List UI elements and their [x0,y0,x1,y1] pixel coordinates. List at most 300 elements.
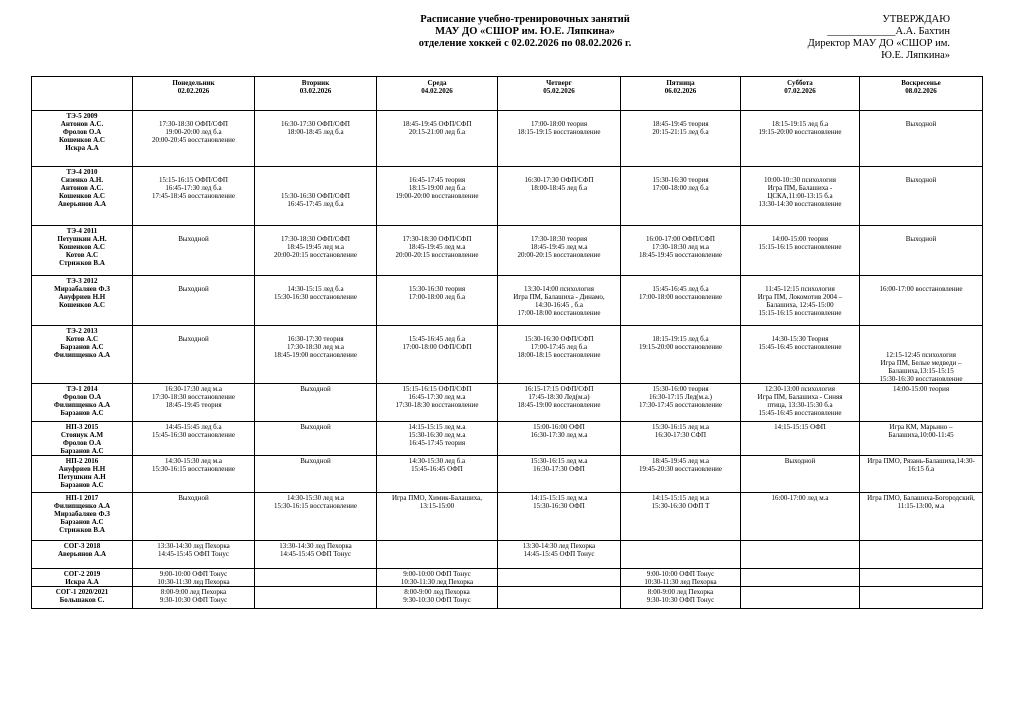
cell-line [134,327,253,335]
schedule-cell [860,384,983,422]
cell-line [861,112,981,120]
cell-line [742,112,858,120]
cell-line [622,168,739,176]
schedule-cell [133,111,255,167]
group-line: Филипщенко А.А [53,351,111,359]
schedule-cell [860,326,983,384]
approval-block [740,14,950,62]
cell-line: 14:15-15:15 лед м.а [651,494,710,502]
cell-line: 18:15-19:00 лед б.а [408,184,466,192]
cell-line: 16:00-17:00 ОФП/СФП [646,235,715,243]
cell-line: 17:30-18:30 ОФП/СФП [402,235,472,243]
cell-line [134,277,253,285]
cell-line: Выходной [905,176,937,184]
table-row [32,384,983,422]
cell-line [742,327,858,335]
schedule-cell [377,541,498,569]
cell-line: 18:45-19:45 ОФП/СФП [402,120,472,128]
cell-line: 18:45-19:45 теория [165,401,222,409]
cell-line: 20:00-20:15 восстановление [517,251,601,259]
group-line: ТЭ-1 2014 [66,385,98,393]
cell-line: 14:30-15:15 лед б.а [287,285,344,293]
cell-line: 15:45-16:45 восстановление [758,409,842,417]
schedule-cell [860,587,983,609]
schedule-cell [133,422,255,456]
group-cell [32,167,133,226]
cell-line: 17:45-18:45 восстановление [151,192,236,200]
cell-line: 15:00-16:00 ОФП [533,423,585,431]
group-line: Кошенков А.С [59,301,105,309]
group-line: СОГ-3 2018 [63,542,101,550]
cell-line: 17:00-18:00 восстановление [517,309,601,317]
cell-line [378,277,496,285]
day-date: 03.02.2026 [299,87,332,95]
cell-line: 15:45-16:45 ОФП [411,465,463,473]
cell-line: 13:30-14:30 восстановление [758,200,842,208]
schedule-cell [377,226,498,276]
cell-line: ЦСКА,11:00-13:15 б.а [767,192,833,200]
cell-line: 17:30-18:30 лед м.а [651,243,710,251]
group-line: Барзанов А.С [60,481,104,489]
group-line: Барзанов А.С [60,518,104,526]
cell-line: Балашиха,13:15-15:15 [888,367,954,375]
schedule-cell [741,493,860,541]
group-line: Сизенко А.Н. [60,176,104,184]
cell-line: 15:30-16:30 теория [652,176,709,184]
cell-line: 18:45-19:00 восстановление [517,401,601,409]
cell-line [622,112,739,120]
cell-line: 15:30-16:30 восстановление [879,375,963,383]
group-line: НП-2 2016 [65,457,99,465]
cell-line [256,327,375,335]
cell-line: 16:30-17:30 лед м.а [530,431,588,439]
cell-line: 17:30-18:30 лед м.а [286,343,345,351]
cell-line: 18:15-19:15 лед б.а [652,335,709,343]
schedule-cell [255,111,377,167]
schedule-cell [255,226,377,276]
cell-line: Выходной [178,335,209,343]
group-line: Барзанов А.С [60,343,104,351]
cell-line: 16:45-17:30 лед б.а [165,184,222,192]
cell-line [861,327,981,335]
cell-line: 14:45-15:45 ОФП Тонус [157,550,230,558]
approval-line: _____________А.А. Бахтин [827,26,950,37]
cell-line: Игра ПМ, Балашиха - [767,184,833,192]
cell-line: 20:00-20:45 восстановление [151,136,236,144]
cell-line [622,277,739,285]
cell-line: Игра ПМ, Балашиха - Динамо, [513,293,605,301]
group-cell [32,493,133,541]
cell-line: 11:15-13:00, м.а [897,502,945,510]
schedule-cell [133,226,255,276]
cell-line [134,112,253,120]
group-line: Филипщенко А.А [53,401,111,409]
title-line: Расписание учебно-тренировочных занятий [420,14,630,25]
schedule-cell [741,587,860,609]
schedule-cell [255,587,377,609]
cell-line: 15:45-16:45 лед б.а [408,335,466,343]
cell-line: 15:30-16:15 восстановление [151,465,236,473]
cell-line: 18:45-19:45 теория [652,120,709,128]
day-name: Четверг [546,79,572,87]
day-name: Вторник [301,79,330,87]
schedule-cell [255,569,377,587]
cell-line: 18:45-19:45 лед м.а [530,243,588,251]
schedule-cell [741,326,860,384]
cell-line: 15:15-16:15 восстановление [758,243,842,251]
cell-line [378,327,496,335]
group-line: Котов А.С [65,251,99,259]
group-line: Фролов О.А [62,439,102,447]
cell-line: 15:45-16:45 лед б.а [652,285,709,293]
cell-line [499,227,619,235]
cell-line: 20:15-21:15 лед б.а [652,128,709,136]
group-line: ТЭ-2 2013 [66,327,98,335]
cell-line: 15:30-16:15 лед м.а [651,423,710,431]
schedule-cell [741,111,860,167]
table-row [32,226,983,276]
approval-line: Директор МАУ ДО «СШОР им. [807,38,950,49]
cell-line: 10:30-11:30 лед Пехорка [400,578,474,586]
cell-line: 19:00-20:00 лед б.а [165,128,222,136]
cell-line: 19:00-20:00 восстановление [395,192,479,200]
cell-line: 14:15-15:15 ОФП [774,423,826,431]
cell-line: 11:45-12:15 психология [765,285,835,293]
group-line: СОГ-1 2020/2021 [55,588,109,596]
cell-line: 18:45-19:45 лед м.а [286,243,345,251]
cell-line: 15:30-16:15 восстановление [273,502,358,510]
schedule-cell [255,493,377,541]
cell-line: Игра КМ, Марьино – [889,423,953,431]
cell-line: 17:30-18:30 ОФП/СФП [281,235,350,243]
cell-line [622,327,739,335]
schedule-cell [860,167,983,226]
cell-line: 17:30-17:45 восстановление [638,401,723,409]
day-name: Понедельник [172,79,215,87]
approval-line: Ю.Е. Ляпкина» [881,50,950,61]
schedule-cell [133,587,255,609]
schedule-cell [133,326,255,384]
cell-line: 14:45-15:45 лед б.а [165,423,222,431]
schedule-cell [498,167,621,226]
schedule-cell [621,276,741,326]
group-line: Кошенков А.С [59,136,105,144]
schedule-cell [498,226,621,276]
schedule-cell [621,587,741,609]
schedule-cell [498,384,621,422]
group-line: Аверьянов А.А [57,200,107,208]
cell-line: 19:15-20:00 восстановление [758,128,842,136]
cell-line [256,176,375,184]
cell-line: 15:30-16:30 теория [408,285,466,293]
group-line: ТЭ-5 2009 [66,112,98,120]
cell-line [742,277,858,285]
group-line: Антонов А.С. [60,120,104,128]
schedule-cell [498,422,621,456]
cell-line: Игра ПМО, Рязань-Балашиха,14:30- [867,457,975,465]
group-line: Ануфриев Н.Н [58,465,106,473]
cell-line: 16:15-17:15 ОФП/СФП [524,385,594,393]
cell-line: Балашиха,10:00-11:45 [888,431,954,439]
schedule-cell [498,541,621,569]
cell-line [861,277,981,285]
cell-line: 15:30-16:30 ОФП/СФП [524,335,594,343]
schedule-cell [860,111,983,167]
schedule-cell [377,456,498,493]
group-line: ТЭ-4 2011 [66,227,98,235]
cell-line: 14:30-15:30 лед м.а [164,457,223,465]
cell-line: 14:45-15:45 ОФП Тонус [279,550,352,558]
cell-line: 15:30-16:30 восстановление [273,293,358,301]
schedule-cell [741,276,860,326]
cell-line: 17:00-18:00 теория [530,120,588,128]
schedule-cell [741,569,860,587]
cell-line: 16:30-17:30 ОФП [533,465,585,473]
cell-line: 14:30-16:45 , б.а [535,301,583,309]
day-date: 04.02.2026 [421,87,453,95]
day-header [741,77,860,111]
cell-line: 13:30-14:30 лед Пехорка [279,542,352,550]
schedule-cell [133,493,255,541]
schedule-cell [621,226,741,276]
table-row [32,587,983,609]
cell-line: Выходной [905,235,937,243]
cell-line: 18:00-18:45 лед б.а [530,184,588,192]
schedule-cell [860,541,983,569]
table-row [32,276,983,326]
schedule-cell [377,276,498,326]
cell-line [256,184,375,192]
schedule-cell [255,276,377,326]
table-row [32,456,983,493]
cell-line: 20:00-20:15 восстановление [273,251,358,259]
group-line: Стоянук А.М [60,431,104,439]
schedule-cell [377,422,498,456]
cell-line: 10:00-10::30 психология [764,176,836,184]
cell-line: 15:15-16:15 ОФП/СФП [159,176,228,184]
cell-line [256,227,375,235]
cell-line: Выходной [300,457,331,465]
cell-line: 14:15-15:15 лед м.а [530,494,588,502]
cell-line: 8:00-9:00 лед Пехорка [404,588,470,596]
schedule-cell [621,384,741,422]
day-name: Суббота [787,79,813,87]
group-line: Петушкин А.Н. [57,235,107,243]
cell-line [499,112,619,120]
cell-line: 10:30-11:30 лед Пехорка [157,578,230,586]
cell-line: 17:30-18:30 восстановление [151,393,236,401]
schedule-cell [377,587,498,609]
cell-line: 14:30-15:30 лед м.а [286,494,345,502]
cell-line: Балашиха, 12:45-15:00 [766,301,834,309]
schedule-cell [741,167,860,226]
day-date: 07.02.2026 [784,87,816,95]
schedule-cell [621,493,741,541]
schedule-cell [255,384,377,422]
cell-line: 15:15-16:15 ОФП/СФП [402,385,472,393]
group-line: Аверьянов А.А [57,550,107,558]
cell-line: Выходной [178,235,209,243]
schedule-cell [621,541,741,569]
group-line: Кошенков А.С [59,243,105,251]
header-row [32,77,983,111]
cell-line: Выходной [300,385,331,393]
table-row [32,167,983,226]
group-line: Петушкин А.Н [58,473,106,481]
cell-line: 15:45-16:45 восстановление [758,343,842,351]
cell-line: 16:30-17:30 СФП [654,431,707,439]
schedule-cell [498,326,621,384]
day-name: Среда [427,79,447,87]
cell-line [622,227,739,235]
cell-line [861,168,981,176]
cell-line: 16:45-17:45 теория [408,176,466,184]
schedule-cell [133,167,255,226]
cell-line: Игра ПМ, Локомотив 2004 – [757,293,843,301]
group-line: Филипщенко А.А [53,502,111,510]
group-cell [32,226,133,276]
schedule-cell [741,456,860,493]
group-cell [32,541,133,569]
cell-line: 14:00-15:00 теория [771,235,829,243]
table-row [32,422,983,456]
cell-line: 16:45-17:30 лед м.а [408,393,466,401]
schedule-cell [741,226,860,276]
cell-line [861,227,981,235]
table-row [32,493,983,541]
cell-line: 15:15-16:15 восстановление [758,309,842,317]
cell-line: 16:30-17:30 лед м.а [164,385,223,393]
group-cell [32,326,133,384]
cell-line: 16:45-17:45 теория [408,439,466,447]
schedule-cell [741,541,860,569]
cell-line: Выходной [178,494,209,502]
cell-line: 18:45-19:45 лед м.а [408,243,466,251]
cell-line: птица, 13:30-15:30 б.а [767,401,833,409]
group-line: Фролов О.А [62,128,102,136]
cell-line: 17:00-17:45 лед б.а [530,343,588,351]
day-date: 08.02.2026 [905,87,937,95]
cell-line: 16:30-17:30 ОФП/СФП [281,120,350,128]
schedule-cell [133,541,255,569]
day-date: 06.02.2026 [664,87,697,95]
cell-line: 8:00-9:00 лед Пехорка [647,588,714,596]
cell-line: 14:30-15:30 Теория [771,335,829,343]
group-line: ТЭ-4 2010 [66,168,98,176]
cell-line: 17:30-18:30 ОФП/СФП [159,120,228,128]
day-date: 02.02.2026 [177,87,210,95]
schedule-cell [621,326,741,384]
cell-line: 15:30-16:15 лед м.а [530,457,588,465]
day-header [377,77,498,111]
cell-line [861,343,981,351]
group-line: Фролов О.А [62,393,102,401]
day-date: 05.02.2026 [543,87,575,95]
schedule-cell [498,587,621,609]
schedule-cell [860,456,983,493]
group-line: НП-1 2017 [65,494,99,502]
schedule-title [360,14,690,50]
cell-line: Выходной [178,285,209,293]
schedule-cell [255,541,377,569]
cell-line: 9:00-10:00 ОФП Тонус [159,570,228,578]
schedule-cell [860,276,983,326]
schedule-cell [860,569,983,587]
schedule-cell [860,422,983,456]
cell-line: 19:15-20:00 восстановление [638,343,723,351]
cell-line: 17:45-18:30 Лед(м.а) [528,393,590,401]
cell-line: 13:30-14:30 лед Пехорка [522,542,596,550]
schedule-cell [741,422,860,456]
day-name: Воскресенье [901,79,941,87]
cell-line: 9:00-10:00 ОФП Тонус [403,570,471,578]
schedule-cell [133,456,255,493]
cell-line: 16:30-17:30 ОФП/СФП [524,176,594,184]
group-line: Большаков С. [59,596,105,604]
cell-line: 17:00-18:00 ОФП/СФП [402,343,472,351]
schedule-cell [133,569,255,587]
group-cell [32,276,133,326]
cell-line: 13:30-14:00 психология [523,285,595,293]
group-cell [32,587,133,609]
cell-line [134,227,253,235]
cell-line: 18:00-18:15 восстановление [517,351,601,359]
cell-line [378,227,496,235]
cell-line: 17:00-18:00 восстановление [638,293,723,301]
schedule-table [31,76,983,609]
schedule-cell [255,326,377,384]
group-cell [32,422,133,456]
cell-line: 20:00-20:15 восстановление [395,251,479,259]
schedule-cell [621,569,741,587]
day-header [498,77,621,111]
cell-line: 18:45-19:45 лед м.а [651,457,710,465]
cell-line [499,277,619,285]
day-header [621,77,741,111]
cell-line: 16:15 б.а [907,465,935,473]
group-line: СОГ-2 2019 [63,570,101,578]
group-line: Стрижков В.А [59,259,105,267]
cell-line: 15:30-16:30 ОФП Т [651,502,710,510]
group-line: Антонов А.С. [60,184,104,192]
day-name: Пятница [666,79,695,87]
group-cell [32,569,133,587]
cell-line: 9:30-10:30 ОФП Тонус [646,596,715,604]
cell-line: Выходной [784,457,816,465]
cell-line: 14:45-15:45 ОФП Тонус [523,550,595,558]
cell-line [256,277,375,285]
schedule-cell [377,569,498,587]
cell-line: 19:45-20:30 восстановление [638,465,723,473]
cell-line: 15:30-16:30 ОФП/СФП [281,192,350,200]
cell-line: 14:00-15:00 теория [892,385,950,393]
cell-line [499,168,619,176]
group-line: Мирзабаляев Ф.З [54,510,110,518]
cell-line [256,168,375,176]
cell-line: 18:15-19:15 восстановление [517,128,601,136]
group-line: Барзанов А.С [60,409,104,417]
group-line: НП-3 2015 [65,423,99,431]
group-line: Ануфриев Н.Н [58,293,106,301]
schedule-cell [621,456,741,493]
cell-line: Выходной [300,423,331,431]
cell-line [378,168,496,176]
schedule-cell [255,422,377,456]
group-line: Барзанов А.С [60,447,104,455]
schedule-cell [377,493,498,541]
table-row [32,569,983,587]
cell-line: 14:30-15:30 лед б.а [408,457,466,465]
